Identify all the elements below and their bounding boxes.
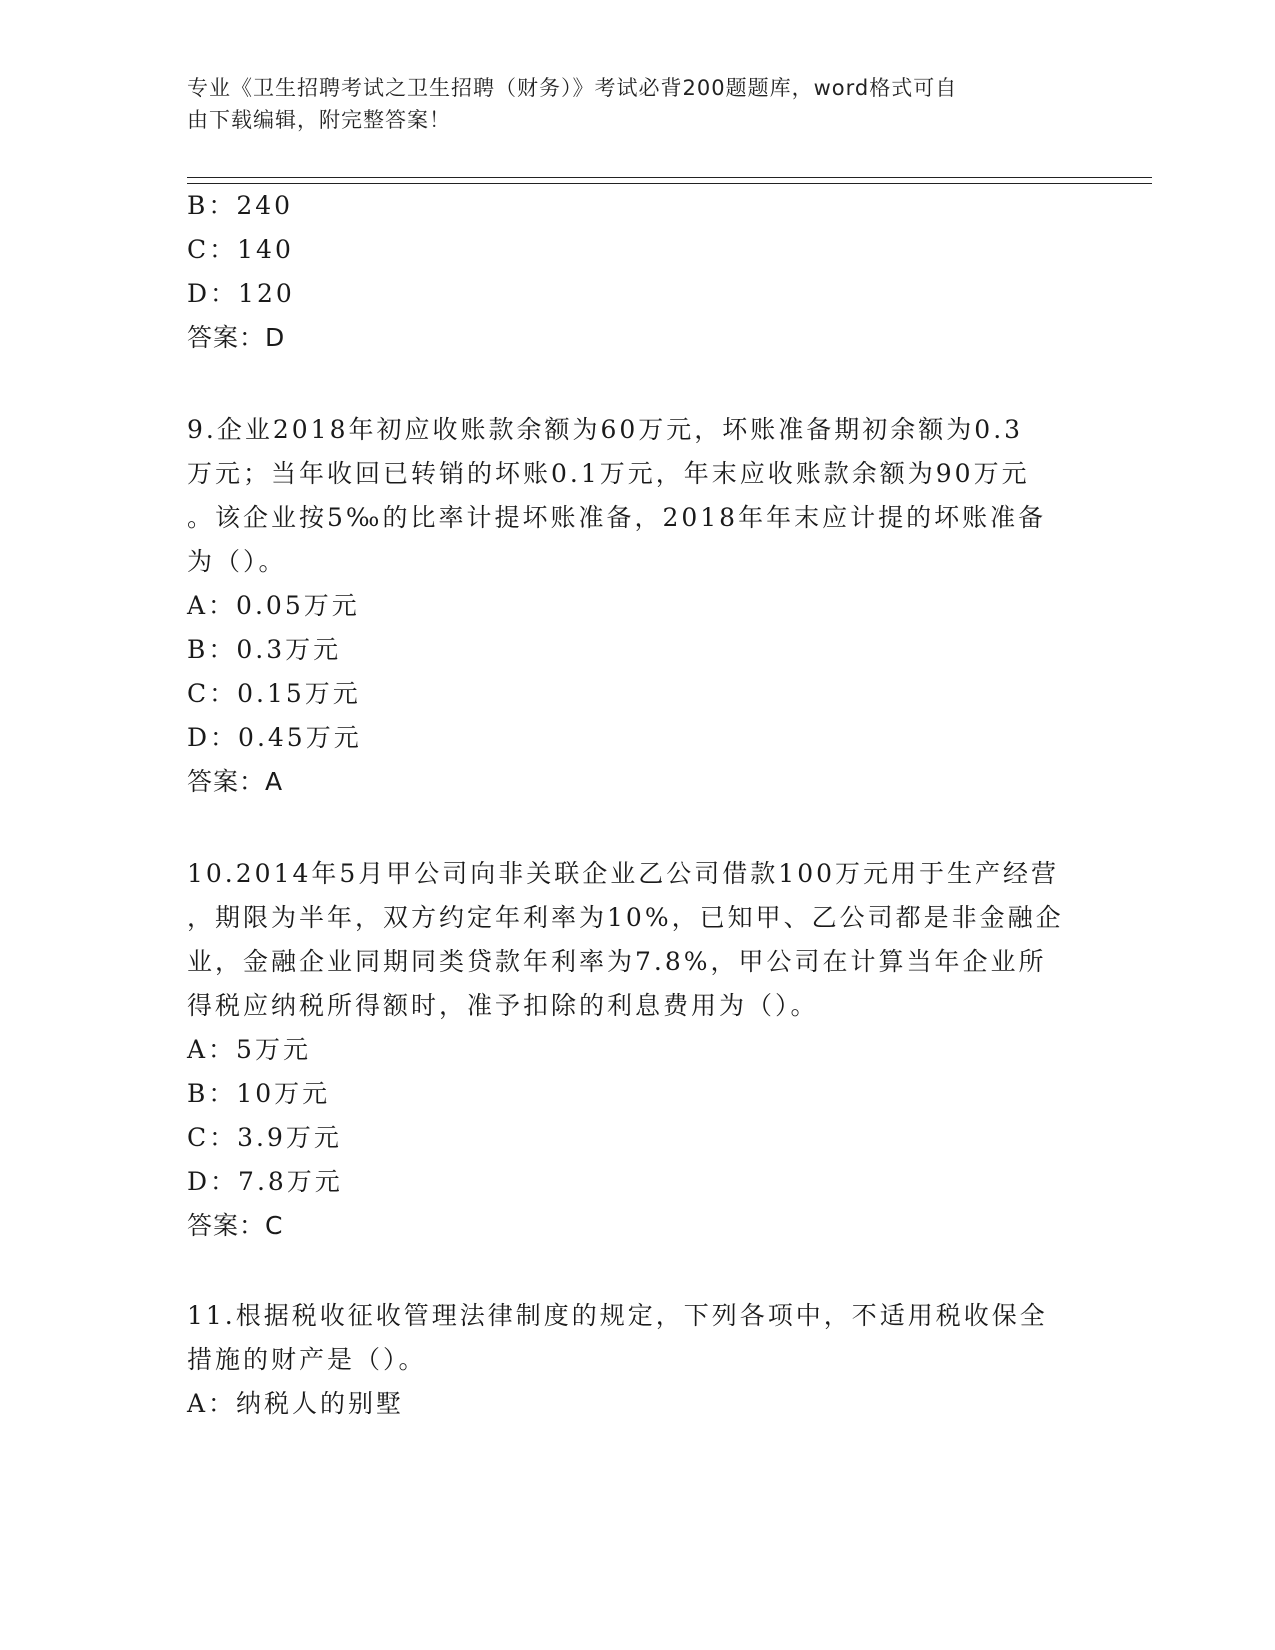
header-line-1: 专业《卫生招聘考试之卫生招聘（财务）》考试必背200题题库，word格式可自	[187, 76, 958, 100]
question-10-stem-2: ，期限为半年，双方约定年利率为10%，已知甲、乙公司都是非金融企	[187, 903, 1064, 932]
question-10-stem-1: 10.2014年5月甲公司向非关联企业乙公司借款100万元用于生产经营	[187, 859, 1060, 888]
question-10-option-b: B：10万元	[187, 1079, 331, 1108]
question-11-stem-1: 11.根据税收征收管理法律制度的规定，下列各项中，不适用税收保全	[187, 1301, 1048, 1330]
question-9-stem-1: 9.企业2018年初应收账款余额为60万元，坏账准备期初余额为0.3	[187, 415, 1024, 444]
document-header	[187, 72, 1067, 136]
question-9-option-d: D：0.45万元	[187, 723, 362, 752]
question-10-option-a: A：5万元	[187, 1035, 311, 1064]
question-10-answer: 答案：C	[187, 1211, 284, 1240]
question-9-stem-3: 。该企业按5‰的比率计提坏账准备，2018年年末应计提的坏账准备	[187, 503, 1047, 532]
question-9-stem-2: 万元；当年收回已转销的坏账0.1万元，年末应收账款余额为90万元	[187, 459, 1030, 488]
answer-line: 答案：D	[187, 323, 286, 352]
header-divider-bottom	[187, 183, 1152, 184]
question-10-option-d: D：7.8万元	[187, 1167, 343, 1196]
option-d: D：120	[187, 279, 295, 308]
question-9-option-b: B：0.3万元	[187, 635, 342, 664]
option-b: B：240	[187, 191, 294, 220]
question-9-answer: 答案：A	[187, 767, 284, 796]
question-9-option-a: A：0.05万元	[187, 591, 360, 620]
option-c: C：140	[187, 235, 294, 264]
question-9-option-c: C：0.15万元	[187, 679, 361, 708]
question-10-stem-4: 得税应纳税所得额时，准予扣除的利息费用为（）。	[187, 991, 819, 1020]
header-divider-top	[187, 177, 1152, 178]
question-10-stem-3: 业，金融企业同期同类贷款年利率为7.8%，甲公司在计算当年企业所	[187, 947, 1047, 976]
question-11-stem-2: 措施的财产是（）。	[187, 1345, 427, 1374]
question-11-option-a: A：纳税人的别墅	[187, 1389, 405, 1418]
question-9-stem-4: 为（）。	[187, 547, 287, 576]
question-10-option-c: C：3.9万元	[187, 1123, 342, 1152]
header-line-2: 由下载编辑，附完整答案！	[187, 108, 451, 132]
